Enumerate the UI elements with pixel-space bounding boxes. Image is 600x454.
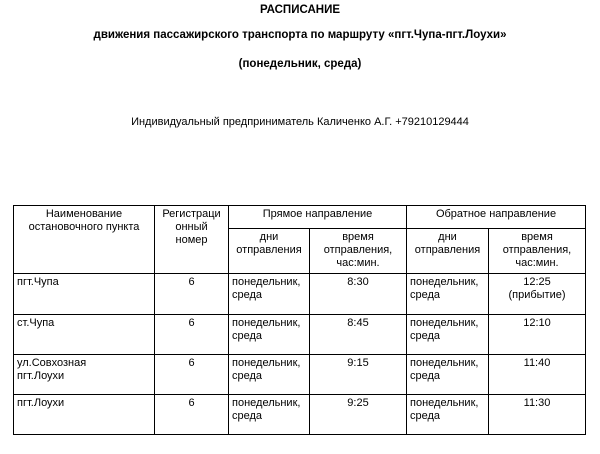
- stop-name-cell: пгт.Чупа: [14, 274, 155, 315]
- table-row: [14, 355, 586, 395]
- stop-name-cell: ст.Чупа: [14, 315, 155, 355]
- table-row: [14, 315, 586, 355]
- route-subtitle: движения пассажирского транспорта по маршруту «пгт.Чупа-пгт.Лоухи»: [93, 29, 507, 41]
- reverse-days-cell: понедельник, среда: [407, 355, 489, 395]
- reverse-time-cell: 11:30: [489, 395, 586, 435]
- stop-name-cell: ул.Совхозная пгт.Лоухи: [14, 355, 155, 395]
- direct-time-cell: 9:25: [310, 395, 407, 435]
- direct-days-cell: понедельник, среда: [229, 274, 310, 315]
- page-title: РАСПИСАНИЕ: [259, 4, 341, 16]
- header-direct-time: время отправления, час:мин.: [310, 229, 407, 274]
- days-note: (понедельник, среда): [238, 58, 362, 70]
- table-row: [14, 274, 586, 315]
- direct-days-cell: понедельник, среда: [229, 395, 310, 435]
- header-row-main: [14, 206, 586, 229]
- direct-time-cell: 8:45: [310, 315, 407, 355]
- operator-info: Индивидуальный предприниматель Каличенко А.Г. +79210129444: [131, 116, 469, 128]
- reverse-days-cell: понедельник, среда: [407, 274, 489, 315]
- header-reverse-days: дни отправления: [407, 229, 489, 274]
- reverse-time-cell: 11:40: [489, 355, 586, 395]
- header-direct-direction: Прямое направление: [229, 206, 407, 229]
- header-reverse-direction: Обратное направление: [407, 206, 586, 229]
- reverse-days-cell: понедельник, среда: [407, 315, 489, 355]
- header-stop-name: Наименование остановочного пункта: [14, 206, 155, 274]
- reg-number-cell: 6: [155, 355, 229, 395]
- header-direct-days: дни отправления: [229, 229, 310, 274]
- reverse-days-cell: понедельник, среда: [407, 395, 489, 435]
- table-row: [14, 395, 586, 435]
- header-reg-number: Регистраци онный номер: [155, 206, 229, 274]
- schedule-table: [13, 205, 586, 435]
- direct-days-cell: понедельник, среда: [229, 315, 310, 355]
- reg-number-cell: 6: [155, 315, 229, 355]
- header-reverse-time: время отправления, час:мин.: [489, 229, 586, 274]
- direct-days-cell: понедельник, среда: [229, 355, 310, 395]
- direct-time-cell: 8:30: [310, 274, 407, 315]
- reverse-time-cell: 12:10: [489, 315, 586, 355]
- reverse-time-cell: 12:25 (прибытие): [489, 274, 586, 315]
- stop-name-cell: пгт.Лоухи: [14, 395, 155, 435]
- reg-number-cell: 6: [155, 274, 229, 315]
- reg-number-cell: 6: [155, 395, 229, 435]
- direct-time-cell: 9:15: [310, 355, 407, 395]
